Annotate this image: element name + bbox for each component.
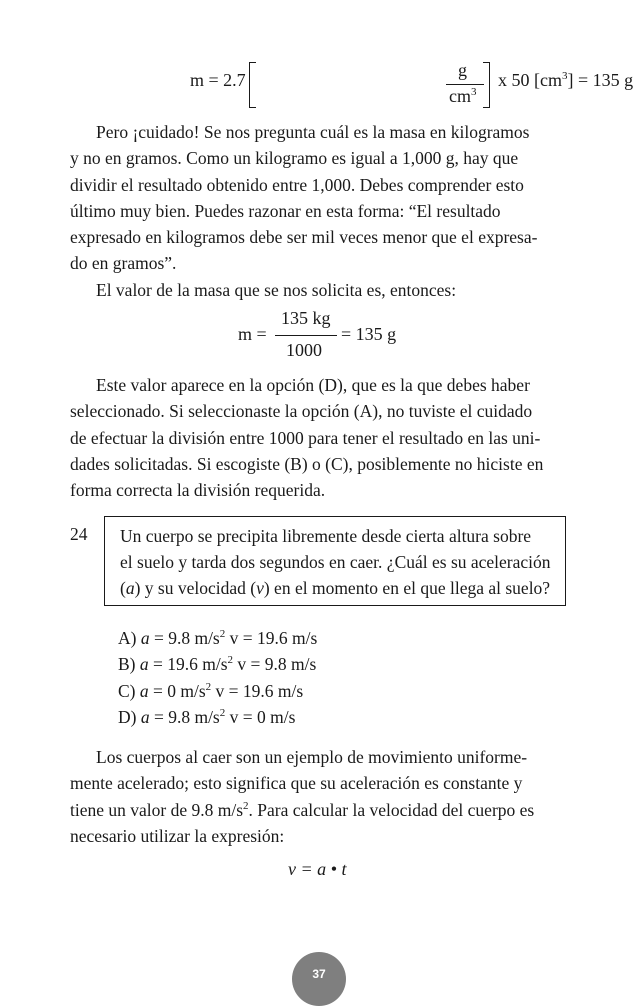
eq1-numerator: g — [458, 60, 467, 80]
text-line: necesario utilizar la expresión: — [70, 825, 285, 846]
eq1-left-bracket — [249, 62, 256, 108]
text-line: expresado en kilogramos debe ser mil veces menor que el expresa- — [70, 227, 538, 248]
question-box — [104, 516, 566, 606]
text-line: mente acelerado; esto significa que su aceleración es constante y — [70, 773, 523, 794]
text-line: dades solicitadas. Si escogiste (B) o (C), posiblemente no hiciste en — [70, 453, 544, 474]
eq2-denominator: 1000 — [286, 340, 322, 360]
option-a: A) a = 9.8 $m/s^2$ v = 19.6 m/s — [118, 628, 318, 648]
answer-options — [118, 625, 317, 730]
text-line: seleccionado. Si seleccionaste la opción (A), no tuviste el cuidado — [70, 401, 533, 422]
text-line: tiene un valor de 9.8 $m/s^2$. Para calcular la velocidad del cuerpo es — [70, 799, 535, 820]
text-line: y no en gramos. Como un kilogramo es igual a 1,000 g, hay que — [70, 148, 519, 169]
question-line: Un cuerpo se precipita libremente desde cierta altura sobre — [120, 526, 532, 546]
velocity-equation: v = a • t — [288, 859, 347, 879]
paragraph-explanation — [70, 372, 568, 503]
eq1-right-bracket — [483, 62, 490, 108]
eq1-lhs: m = 2.7 — [190, 70, 246, 90]
eq2-rhs: = 135 g — [341, 324, 397, 344]
text-line: El valor de la masa que se nos solicita es, entonces: — [96, 279, 457, 300]
text-line: forma correcta la división requerida. — [70, 480, 326, 501]
page-number-badge: 37 — [292, 952, 346, 1006]
eq2-numerator: 135 kg — [281, 308, 331, 328]
text-line: Este valor aparece en la opción (D), que es la que debes haber — [96, 375, 530, 395]
question-line: el suelo y tarda dos segundos en caer. ¿Cuál es su aceleración — [120, 552, 551, 572]
eq1-denominator: $cm^3$ — [449, 86, 477, 106]
text-line: dividir el resultado obtenido entre 1,000. Debes comprender esto — [70, 174, 524, 195]
eq2-fraction-line — [275, 335, 337, 336]
text-line: Pero ¡cuidado! Se nos pregunta cuál es la masa en kilogramos — [96, 122, 530, 142]
option-c: C) a = 0 $m/s^2$ v = 19.6 m/s — [118, 680, 304, 701]
option-d: D) a = 9.8 $m/s^2$ v = 0 m/s — [118, 706, 296, 727]
question-number: 24 — [70, 524, 88, 544]
paragraph-falling-bodies — [70, 744, 568, 849]
eq1-rhs: x 50 $[cm^3] = 135$ g — [498, 70, 634, 90]
question-line: (a) y su velocidad (v) en el momento en el que llega al suelo? — [120, 578, 551, 598]
text-line: último muy bien. Puedes razonar en esta forma: “El resultado — [70, 200, 501, 221]
text-line: Los cuerpos al caer son un ejemplo de movimiento uniforme- — [96, 747, 528, 767]
eq2-lhs: m = — [238, 324, 267, 344]
paragraph-caution — [70, 119, 568, 303]
text-line: do en gramos”. — [70, 253, 177, 274]
text-line: de efectuar la división entre 1000 para tener el resultado en las uni- — [70, 427, 541, 448]
eq1-fraction-line — [446, 84, 484, 85]
option-b: B) a = 19.6 $m/s^2$ v = 9.8 m/s — [118, 654, 317, 675]
